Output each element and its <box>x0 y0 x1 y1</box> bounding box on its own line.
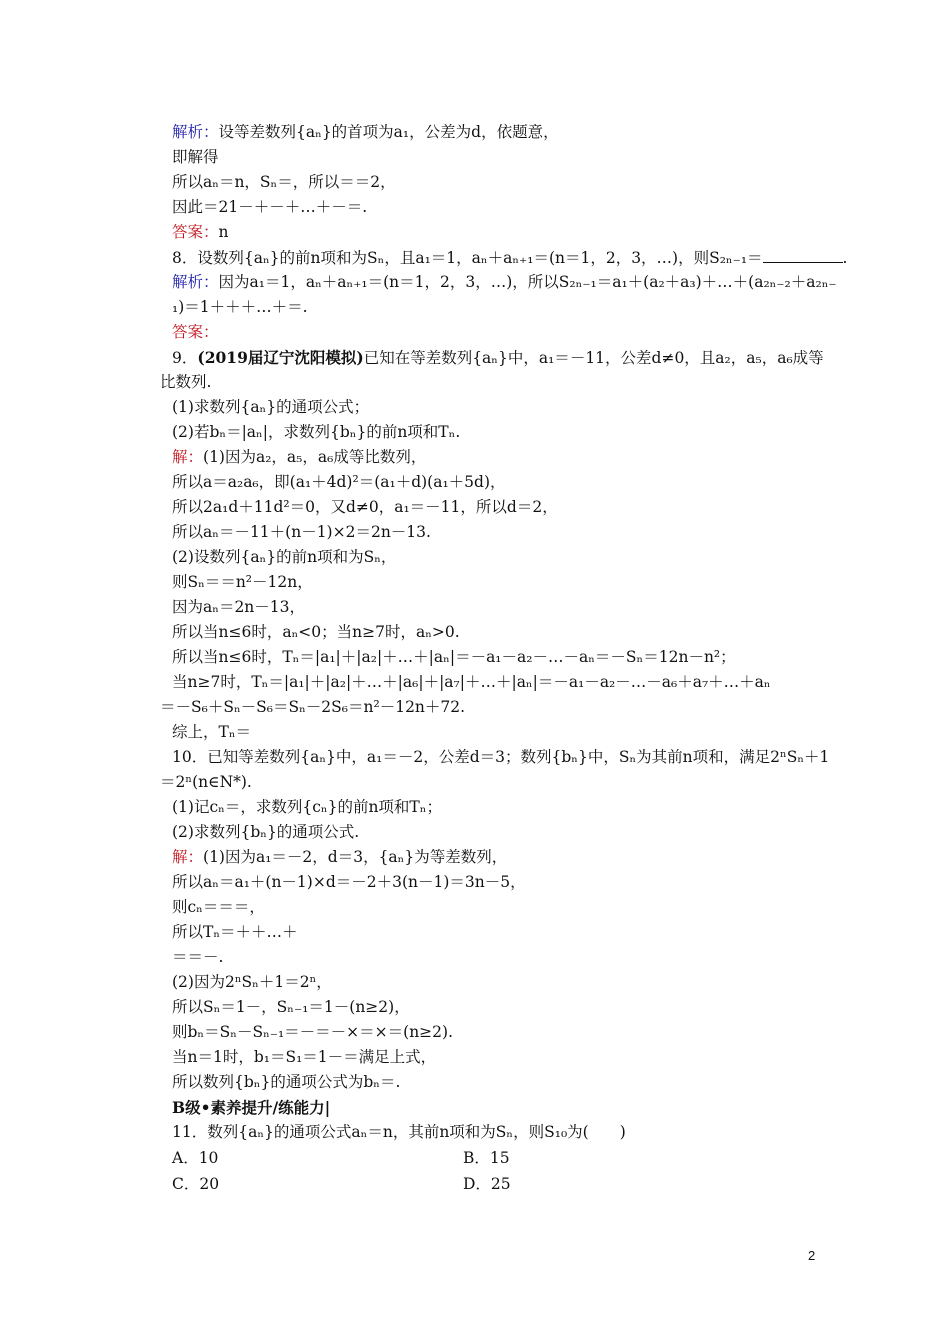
text-line: (1)记cₙ＝，求数列{cₙ}的前n项和Tₙ； <box>172 798 442 816</box>
line-text: 因为a₁＝1，aₙ＋aₙ₊₁＝(n＝1，2，3，…)，所以S₂ₙ₋₁＝a₁＋(a₂＋a₃)＋…＋(a₂ₙ₋₂＋a₂ₙ₋ <box>218 273 837 291</box>
question-11: 11．数列{aₙ}的通项公式aₙ＝n，其前n项和为Sₙ，则S₁₀为( ) <box>172 1123 626 1141</box>
text-line <box>172 120 559 145</box>
question-8 <box>172 245 847 270</box>
source-tag: (2019届辽宁沈阳模拟) <box>197 348 364 367</box>
line-text: 8．设数列{aₙ}的前n项和为Sₙ，且a₁＝1，aₙ＋aₙ₊₁＝(n＝1，2，3，…)，则S₂ₙ₋₁＝ <box>172 249 763 267</box>
text-line <box>172 320 219 345</box>
line-text: (1)因为a₁＝－2，d＝3，{aₙ}为等差数列， <box>203 848 508 866</box>
text-line: 所以2a₁d＋11d²＝0，又d≠0，a₁＝－11，所以d＝2， <box>172 498 558 516</box>
question-9 <box>172 345 824 370</box>
text-line: 比数列. <box>160 373 212 391</box>
solution-label: 解： <box>172 448 204 466</box>
text-line: (2)设数列{aₙ}的前n项和为Sₙ， <box>172 548 397 566</box>
text-line: 所以aₙ＝n，Sₙ＝，所以＝＝2， <box>172 173 396 191</box>
text-line: 综上，Tₙ＝ <box>172 723 252 741</box>
answer-label: 答案： <box>172 223 219 241</box>
line-text: 9． <box>172 349 198 367</box>
text-line: (2)因为2ⁿSₙ＋1＝2ⁿ， <box>172 973 332 991</box>
text-line: 所以数列{bₙ}的通项公式为bₙ＝. <box>172 1073 401 1091</box>
text-line: 所以Tₙ＝＋＋…＋ <box>172 923 298 941</box>
option-row <box>172 1172 511 1197</box>
option-b[interactable]: B．15 <box>463 1149 510 1167</box>
text-line: 所以aₙ＝a₁＋(n－1)×d＝－2＋3(n－1)＝3n－5， <box>172 873 526 891</box>
analysis-label: 解析： <box>172 273 219 291</box>
text-line <box>172 220 229 245</box>
section-heading: B级•素养提升/练能力| <box>172 1098 331 1117</box>
text-line: (2)若bₙ＝|aₙ|，求数列{bₙ}的前n项和Tₙ. <box>172 423 461 441</box>
answer-blank[interactable] <box>763 245 843 263</box>
line-text: . <box>842 249 848 267</box>
option-c[interactable]: C．20 <box>172 1175 220 1193</box>
line-text: (1)因为a₂，a₅，a₆成等比数列， <box>203 448 427 466</box>
text-line: 则Sₙ＝＝n²－12n， <box>172 573 313 591</box>
text-line: 因此＝21－＋－＋…＋－＝. <box>172 198 368 216</box>
option-a[interactable]: A．10 <box>172 1149 219 1167</box>
question-10: 10．已知等差数列{aₙ}中，a₁＝－2，公差d＝3；数列{bₙ}中，Sₙ为其前n项和，满足2ⁿSₙ＋1 <box>172 748 830 766</box>
answer-label: 答案： <box>172 323 219 341</box>
text-line: 即解得 <box>172 148 219 166</box>
text-line: (2)求数列{bₙ}的通项公式. <box>172 823 360 841</box>
text-line: 所以a＝a₂a₆，即(a₁＋4d)²＝(a₁＋d)(a₁＋5d)， <box>172 473 506 491</box>
text-line: 则cₙ＝＝＝， <box>172 898 265 916</box>
text-line <box>172 270 837 295</box>
analysis-label: 解析： <box>172 123 219 141</box>
text-line: 当n＝1时，b₁＝S₁＝1－＝满足上式， <box>172 1048 437 1066</box>
text-line: (1)求数列{aₙ}的通项公式； <box>172 398 370 416</box>
option-d[interactable]: D．25 <box>463 1175 511 1193</box>
line-text: 设等差数列{aₙ}的首项为a₁，公差为d，依题意， <box>218 123 559 141</box>
text-line: 所以当n≤6时，Tₙ＝|a₁|＋|a₂|＋…＋|aₙ|＝－a₁－a₂－…－aₙ＝－Sₙ＝12n－n²； <box>172 648 736 666</box>
line-text: n <box>218 223 229 241</box>
text-line: 所以aₙ＝－11＋(n－1)×2＝2n－13. <box>172 523 431 541</box>
text-line: ＝2ⁿ(n∈N*). <box>160 773 252 791</box>
text-line: 当n≥7时，Tₙ＝|a₁|＋|a₂|＋…＋|a₆|＋|a₇|＋…＋|aₙ|＝－a₁－a₂－…－a₆＋a₇＋…＋aₙ <box>172 673 771 691</box>
text-line <box>172 845 507 870</box>
text-line: 因为aₙ＝2n－13， <box>172 598 306 616</box>
option-row <box>172 1146 510 1171</box>
text-line: 所以当n≤6时，aₙ<0；当n≥7时，aₙ>0. <box>172 623 460 641</box>
solution-label: 解： <box>172 848 204 866</box>
text-line: 则bₙ＝Sₙ－Sₙ₋₁＝－＝－×＝×＝(n≥2). <box>172 1023 453 1041</box>
page-number: 2 <box>808 1248 816 1263</box>
line-text: 已知在等差数列{aₙ}中，a₁＝－11，公差d≠0，且a₂，a₅，a₆成等 <box>363 349 824 367</box>
text-line: 所以Sₙ＝1－，Sₙ₋₁＝1－(n≥2)， <box>172 998 410 1016</box>
text-line: ₁)＝1＋＋＋…＋＝. <box>172 298 308 316</box>
text-line <box>172 445 426 470</box>
text-line: ＝＝－. <box>172 948 224 966</box>
text-line: ＝－S₆＋Sₙ－S₆＝Sₙ－2S₆＝n²－12n＋72. <box>160 698 466 716</box>
